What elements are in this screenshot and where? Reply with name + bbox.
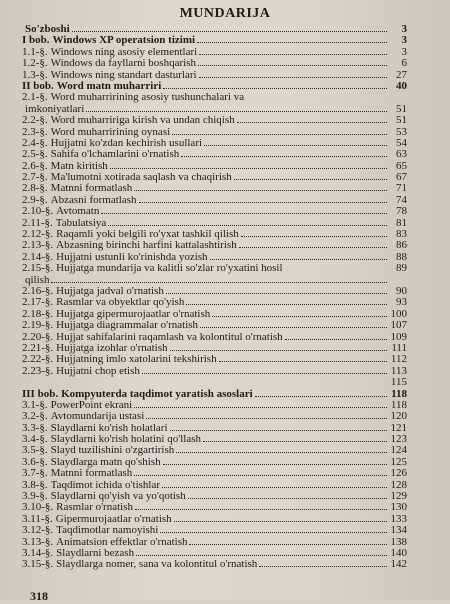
toc-entry-number: 3.3-§. [22,421,48,434]
toc-entry-page: 112 [390,353,407,366]
toc-entry-number: 3.2-§. [22,410,48,423]
toc-entry-number: 2.18-§. [22,307,54,320]
toc-entry-title: Windows ning asosiy elementlari [50,46,198,58]
toc-entry-title: Hujjatning imlo xatolarini tekshirish [56,354,217,366]
toc-entry-title: Gipermurojaatlar o'rnatish [55,513,172,525]
dot-leader [101,206,387,214]
toc-entry-page: 3 [401,34,407,47]
dot-leader [134,468,387,476]
toc-entry-title: Rasmlar va obyektlar qo'yish [56,297,185,309]
toc-entry-title: Matnni formatlash [50,468,133,480]
toc-entry [22,332,407,343]
toc-entry-number: 2.11-§. [22,216,53,229]
toc-entry-page: 65 [396,159,407,172]
dot-leader [142,366,387,374]
toc-entry [22,377,407,388]
toc-entry-page: 129 [390,490,407,503]
toc-entry [22,115,407,126]
toc-entry-number: 2.4-§. [22,136,48,149]
toc-entry-page: 118 [391,387,407,400]
dot-leader [51,275,387,283]
toc-entry-page: 74 [396,193,407,206]
toc-entry [22,206,407,217]
toc-entry-page: 115 [390,376,407,389]
toc-entry-number: 2.2-§. [22,114,48,127]
toc-entry-title: Abzasni formatlash [50,194,137,206]
toc-entry [22,263,407,274]
toc-entry-title: Taqdimotlar namoyishi [56,525,159,537]
toc-chapter-entry [22,35,407,46]
dot-leader [163,81,387,89]
toc-entry-title: Abzasning birinchi harfini kattalashtirish [56,240,237,252]
toc-entry [22,218,407,229]
toc-entry-page: 54 [396,136,407,149]
dot-leader [162,480,387,488]
toc-entry-page: 126 [390,467,407,480]
dot-leader [110,161,387,169]
toc-entry-title: PowerPoint ekrani [50,399,133,411]
toc-entry-page: 81 [396,216,407,229]
toc-entry-title: Avtomundarija ustasi [50,411,145,423]
toc-entry [22,525,407,536]
toc-entry-number: 3.13-§. [22,535,54,548]
toc-entry-title: Slaydlarga nomer, sana va kolontitul o'rnatish [56,559,258,571]
dot-leader [146,411,387,419]
dot-leader [200,320,387,328]
dot-leader [188,491,387,499]
toc-entry [22,240,407,251]
page-title: MUNDARIJA [179,6,271,21]
toc-entry [22,548,407,559]
toc-entry-title: Slaydlarni ko'rish holatlari [50,422,168,434]
toc-entry-number: 3.1-§. [22,398,48,411]
toc-entry [22,366,407,377]
toc-entry-title: Raqamli yoki belgili ro'yxat tashkil qilish [56,229,239,241]
toc-entry-number: 2.3-§. [22,125,48,138]
dot-leader [135,502,387,510]
toc-entry [22,149,407,160]
toc-entry-page: 71 [396,182,407,195]
toc-entry-title: Hujjatni ustunli ko'rinishda yozish [56,251,208,263]
toc-entry-number: 2.6-§. [22,159,48,172]
toc-entry-page: 63 [396,148,407,161]
toc-entry-title: Sahifa o'lchamlarini o'rnatish [50,149,180,161]
toc-entry [22,354,407,365]
page-number: 318 [30,589,48,603]
dot-leader [86,104,387,112]
dot-leader [181,149,387,157]
toc-entry-number: II bob. [22,79,54,92]
toc-entry-page: 121 [390,421,407,434]
toc-entry-title: Windows XP operatsion tizimi [52,35,196,47]
toc-entry-page: 51 [396,114,407,127]
table-of-contents [22,24,407,571]
toc-entry-number: 2.1-§. [22,91,48,104]
dot-leader [219,354,387,362]
toc-entry [22,411,407,422]
toc-entry-number: 3.8-§. [22,478,48,491]
toc-entry-page: 6 [401,57,407,70]
dot-leader [285,264,387,271]
dot-leader [27,378,387,385]
toc-chapter-entry [22,389,407,400]
toc-entry [22,445,407,456]
toc-entry-number: 1.1-§. [22,45,48,58]
toc-entry [22,286,407,297]
dot-leader [170,423,387,431]
dot-leader [203,434,387,442]
toc-entry-number: 2.9-§. [22,193,48,206]
toc-entry-number: 2.8-§. [22,182,48,195]
toc-entry-number: 2.14-§. [22,250,54,263]
toc-entry [22,183,407,194]
toc-entry [22,229,407,240]
toc-entry-page: 134 [390,524,407,537]
toc-entry-number: 1.2-§. [22,57,48,70]
toc-entry-page: 83 [396,228,407,241]
toc-entry-number: 3.12-§. [22,524,54,537]
toc-chapter-entry [22,24,407,35]
toc-entry-title: Slaydlarga matn qo'shish [50,456,161,468]
toc-entry-title: Word muharririning oynasi [50,126,171,138]
toc-entry-title: Windows da fayllarni boshqarish [50,58,196,70]
toc-entry-title: Slaydlarni qo'yish va yo'qotish [50,491,186,503]
toc-entry-page: 89 [396,262,407,275]
toc-entry-title: Kompyuterda taqdimot yaratish asoslari [61,388,253,400]
toc-entry-number: 2.7-§. [22,171,48,184]
dot-leader [199,70,387,78]
toc-entry-number: I bob. [22,34,50,47]
toc-entry-page: 128 [390,478,407,491]
toc-entry-page: 118 [390,398,407,411]
dot-leader [212,309,387,317]
toc-entry-title: Slayd tuzilishini o'zgartirish [50,445,175,457]
toc-entry [22,502,407,513]
toc-entry-title: Matn kiritish [50,160,108,172]
toc-entry-title: Hujjatni ko'zdan kechirish usullari [50,137,203,149]
toc-entry-page: 124 [390,444,407,457]
dot-leader [174,514,387,522]
toc-entry-page: 78 [396,205,407,218]
dot-leader [285,332,387,340]
toc-entry [22,195,407,206]
toc-entry [22,343,407,354]
toc-entry-number: 3.6-§. [22,455,48,468]
toc-entry-title: imkoniyatlari [25,103,85,115]
toc-entry-number: 3.5-§. [22,444,48,457]
toc-entry-number: 2.15-§. [22,262,54,275]
toc-entry [22,514,407,525]
toc-entry [22,468,407,479]
dot-leader [172,127,387,135]
toc-entry-number: 2.10-§. [22,205,54,218]
toc-entry-page: 67 [396,171,407,184]
toc-entry-number: 2.17-§. [22,296,54,309]
dot-leader [234,172,387,180]
toc-entry-number: 3.11-§. [22,512,53,525]
toc-entry [22,70,407,81]
toc-entry-title: Hujjat sahifalarini raqamlash va kolontitul o'rnatish [56,331,283,343]
toc-entry-number: 3.15-§. [22,558,54,571]
toc-entry-page: 138 [390,535,407,548]
toc-entry [22,297,407,308]
dot-leader [176,445,387,453]
toc-entry [22,423,407,434]
toc-entry [22,127,407,138]
toc-entry-title: Word muharririga kirish va undan chiqish [50,115,235,127]
toc-entry [22,58,407,69]
toc-entry [22,457,407,468]
toc-entry-title: Matnni formatlash [50,183,133,195]
dot-leader [136,548,387,556]
toc-entry-number: 1.3-§. [22,68,48,81]
toc-entry [22,161,407,172]
toc-entry-title: Tabulatsiya [55,217,107,229]
toc-entry [22,537,407,548]
toc-chapter-entry [22,81,407,92]
toc-entry-page: 111 [391,341,407,354]
toc-entry-page: 3 [401,23,407,35]
toc-entry [22,434,407,445]
toc-entry-title: Word muharririning asosiy tushunchalari va [50,92,245,104]
dot-leader [198,58,387,66]
toc-entry [22,172,407,183]
toc-entry-title: Hujjatga gipermurojaatlar o'rnatish [56,308,211,320]
toc-entry-page: 109 [390,330,407,343]
toc-entry-page: 133 [390,512,407,525]
toc-entry-page: 140 [390,546,407,559]
toc-entry-number: 2.21-§. [22,341,54,354]
toc-entry-page: 120 [390,410,407,423]
toc-entry-title: Slaydlarni ko'rish holatini qo'llash [50,434,201,446]
dot-leader [204,138,387,146]
toc-entry-page: 113 [390,364,407,377]
dot-leader [139,195,387,203]
toc-entry-number: 2.20-§. [22,330,54,343]
dot-leader [160,525,387,533]
dot-leader [134,400,387,408]
dot-leader [166,286,387,294]
toc-entry-title: Hujjatga jadval o'rnatish [56,285,164,297]
toc-entry-title: Ma'lumotni xotirada saqlash va chaqirish [50,172,232,184]
toc-entry-title: qilish [25,274,50,286]
dot-leader [189,537,387,545]
dot-leader [72,24,387,32]
toc-entry [22,559,407,570]
toc-entry-number: 3.4-§. [22,433,48,446]
toc-entry-number: III bob. [22,387,59,400]
toc-entry-number: 3.10-§. [22,501,54,514]
toc-entry-page: 100 [390,307,407,320]
toc-entry [22,309,407,320]
toc-entry-page: 90 [396,284,407,297]
toc-entry-title: Hujjatga diagrammalar o'rnatish [56,320,199,332]
toc-entry-title: Taqdimot ichida o'tishlar [50,479,161,491]
toc-entry-page: 53 [396,125,407,138]
toc-entry-page: 40 [396,79,407,92]
toc-entry-number: 2.13-§. [22,239,54,252]
toc-entry [22,252,407,263]
toc-entry-number: 2.12-§. [22,228,54,241]
toc-entry-title: Rasmlar o'rnatish [56,502,133,514]
toc-entry-number: 2.22-§. [22,353,54,366]
dot-leader [108,218,387,226]
toc-entry [22,491,407,502]
toc-entry [22,47,407,58]
toc-entry [22,92,407,103]
toc-entry-page: 3 [401,45,407,58]
dot-leader [237,115,387,123]
toc-entry [22,480,407,491]
toc-entry-title: Animatsion effektlar o'rnatish [56,536,188,548]
dot-leader [186,297,387,305]
toc-entry-title: Hujjatni chop etish [56,365,140,377]
dot-leader [259,559,387,567]
dot-leader [199,47,387,55]
toc-entry-number: 2.19-§. [22,319,54,332]
dot-leader [239,240,387,248]
toc-entry-page: 107 [390,319,407,332]
toc-entry-page: 130 [390,501,407,514]
dot-leader [170,343,387,351]
toc-entry-page: 93 [396,296,407,309]
toc-entry-title: Hujjatga izohlar o'rnatish [56,342,168,354]
toc-entry-number: 3.9-§. [22,490,48,503]
toc-entry [22,275,407,286]
toc-entry [22,320,407,331]
toc-entry-number: 3.14-§. [22,546,54,559]
toc-entry-page: 27 [396,68,407,81]
toc-entry-number: 2.16-§. [22,284,54,297]
toc-entry-number: 2.5-§. [22,148,48,161]
toc-entry-number: 2.23-§. [22,364,54,377]
dot-leader [197,35,387,43]
toc-entry-title: Slaydlarni bezash [56,547,135,559]
toc-entry-title: Avtomatn [56,206,100,218]
toc-entry-title: So'zboshi [25,24,70,35]
toc-entry [22,400,407,411]
toc-entry-title: Hujjatga mundarija va kalitli so'zlar ro'yxatini hosil [56,263,283,275]
dot-leader [163,457,387,465]
dot-leader [241,229,387,237]
toc-entry-page: 86 [396,239,407,252]
toc-entry-title: Word matn muharriri [56,80,162,92]
toc-entry [22,104,407,115]
toc-entry [22,138,407,149]
toc-entry-page: 142 [390,558,407,571]
dot-leader [255,389,387,397]
toc-entry-page: 51 [396,102,407,115]
toc-entry-page: 125 [390,455,407,468]
dot-leader [210,252,387,260]
dot-leader [246,93,387,100]
toc-entry-page: 123 [390,433,407,446]
toc-entry-page: 88 [396,250,407,263]
toc-entry-title: Windows ning standart dasturlari [50,69,197,81]
dot-leader [134,183,387,191]
toc-entry-number: 3.7-§. [22,467,48,480]
